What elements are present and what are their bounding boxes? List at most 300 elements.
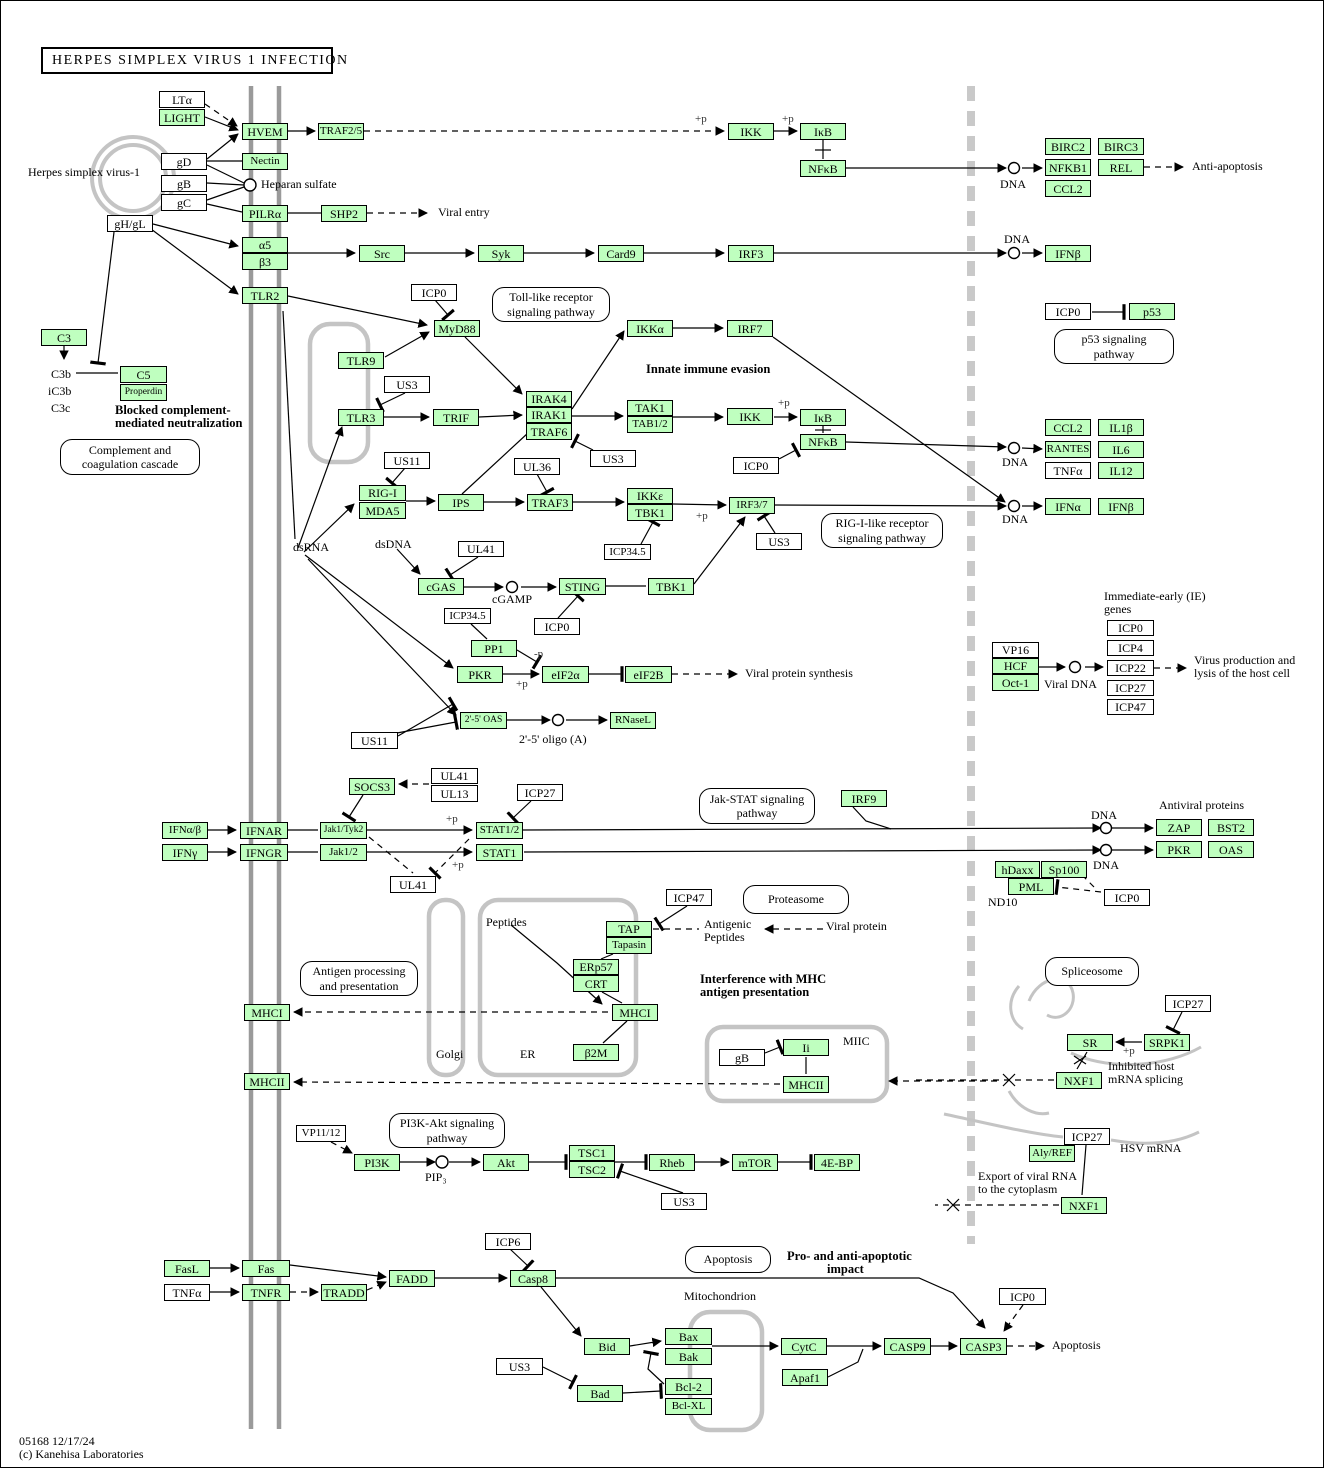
label-ic3b: iC3b xyxy=(48,384,72,398)
gene-box-il12[interactable]: IL12 xyxy=(1098,462,1144,479)
label-dsdna: dsDNA xyxy=(375,537,412,551)
label-c3b: C3b xyxy=(51,367,72,381)
relation-edge xyxy=(1077,1052,1087,1069)
label-mrna-splicing: mRNA splicing xyxy=(1108,1072,1184,1086)
gene-box-ips[interactable]: IPS xyxy=(438,494,484,511)
pathway-link-apoptosis[interactable]: Apoptosis xyxy=(685,1246,771,1273)
gene-box-tap[interactable]: TAP xyxy=(606,921,652,937)
relation-edge xyxy=(298,427,342,548)
gene-box-tab1-2[interactable]: TAB1/2 xyxy=(627,416,673,433)
gene-box-gc[interactable]: gC xyxy=(161,194,207,211)
relation-edge xyxy=(630,1341,661,1346)
gene-box-traf3[interactable]: TRAF3 xyxy=(527,494,573,511)
relation-edge xyxy=(659,906,687,924)
gene-box-bcl-xl[interactable]: Bcl-XL xyxy=(665,1398,712,1415)
gene-box-irak1[interactable]: IRAK1 xyxy=(526,407,572,423)
gene-box-nectin[interactable]: Nectin xyxy=(242,153,288,170)
label-blocked-complement: Blocked complement- xyxy=(115,403,231,417)
gene-box-stat1-2[interactable]: STAT1/2 xyxy=(476,822,523,839)
gene-box-ifn[interactable]: IFNβ xyxy=(1045,245,1091,262)
map-id: 05168 12/17/24 xyxy=(19,1434,95,1448)
compound-circle xyxy=(436,1156,448,1168)
gene-box-fas[interactable]: Fas xyxy=(242,1260,290,1277)
label-viral-protein-synthesis: Viral protein synthesis xyxy=(745,666,853,680)
relation-edge xyxy=(207,134,238,159)
gene-box-us3[interactable]: US3 xyxy=(590,450,636,467)
hsv-mrna-squiggle xyxy=(944,1114,1063,1137)
compound-circle xyxy=(1009,248,1020,259)
gene-box-ul13[interactable]: UL13 xyxy=(431,785,478,802)
label-immediate-early-ie: Immediate-early (IE) xyxy=(1104,589,1206,603)
gene-box-icp0[interactable]: ICP0 xyxy=(534,618,580,635)
relation-edge xyxy=(947,1199,959,1211)
compound-circle xyxy=(553,715,564,726)
gene-box-c5[interactable]: C5 xyxy=(120,366,167,383)
label-interference-with-mhc: Interference with MHC xyxy=(700,972,827,986)
gene-box-nxf1[interactable]: NXF1 xyxy=(1056,1072,1102,1089)
label-p: +p xyxy=(516,678,528,690)
gene-box-tlr2[interactable]: TLR2 xyxy=(242,287,288,304)
gene-box-trif[interactable]: TRIF xyxy=(433,409,479,426)
relation-edge xyxy=(641,522,653,544)
relation-edge xyxy=(392,468,405,483)
gene-box-akt[interactable]: Akt xyxy=(483,1154,529,1171)
gene-box-myd88[interactable]: MyD88 xyxy=(434,320,480,337)
pathway-link-toll-like-receptor-signaling-pathway[interactable]: Toll-like receptor signaling pathway xyxy=(492,287,610,322)
gene-box-4e-bp[interactable]: 4E-BP xyxy=(814,1154,860,1171)
label-pro-and-anti-apoptotic: Pro- and anti-apoptotic xyxy=(787,1249,912,1263)
label-dna: DNA xyxy=(1004,232,1030,246)
gene-box-rheb[interactable]: Rheb xyxy=(649,1154,695,1171)
gene-box-gb[interactable]: gB xyxy=(161,175,207,192)
gene-box-mda5[interactable]: MDA5 xyxy=(359,502,406,519)
gene-box-fadd[interactable]: FADD xyxy=(389,1270,435,1287)
relation-edge xyxy=(398,704,453,736)
relation-edge xyxy=(1003,1074,1015,1086)
label-c3c: C3c xyxy=(51,401,71,415)
label-viral-entry: Viral entry xyxy=(438,205,490,219)
gene-box-tnfr[interactable]: TNFR xyxy=(242,1284,290,1301)
gene-box-erp57[interactable]: ERp57 xyxy=(573,959,619,975)
label-antiviral-proteins: Antiviral proteins xyxy=(1159,798,1244,812)
gene-box-bst2[interactable]: BST2 xyxy=(1208,819,1254,836)
relation-edge xyxy=(290,1265,386,1277)
relation-edge xyxy=(207,204,242,212)
gene-box-cgas[interactable]: cGAS xyxy=(418,578,464,595)
relation-edge xyxy=(450,557,478,575)
gene-box-rantes[interactable]: RANTES xyxy=(1045,441,1091,458)
gene-box-mhci[interactable]: MHCI xyxy=(612,1004,658,1021)
gene-box-icp22[interactable]: ICP22 xyxy=(1107,660,1154,676)
gene-box-ul41[interactable]: UL41 xyxy=(431,768,478,784)
label-dna: DNA xyxy=(1002,512,1028,526)
gene-box-syk[interactable]: Syk xyxy=(478,245,524,262)
pathway-link-jak-stat-signaling-pathway[interactable]: Jak-STAT signaling pathway xyxy=(699,788,815,824)
relation-edge xyxy=(1173,1012,1182,1030)
gene-box-mhci[interactable]: MHCI xyxy=(244,1004,290,1021)
copyright: (c) Kanehisa Laboratories xyxy=(19,1447,144,1461)
gene-box-icp34-5[interactable]: ICP34.5 xyxy=(444,608,491,624)
gene-box-nf-b[interactable]: NFκB xyxy=(800,434,846,450)
relation-edge xyxy=(465,337,522,394)
gene-box-pkr[interactable]: PKR xyxy=(1156,841,1202,858)
gene-box-ikk[interactable]: IKKε xyxy=(627,488,673,504)
relation-edge xyxy=(537,474,547,492)
relation-edge xyxy=(510,1249,528,1266)
label-p: +p xyxy=(452,859,464,871)
gene-box-ifn[interactable]: IFNβ xyxy=(1098,498,1144,515)
compound-circle xyxy=(244,179,256,191)
gene-box-c3[interactable]: C3 xyxy=(41,329,87,346)
label-inhibited-host: Inhibited host xyxy=(1108,1059,1175,1073)
gene-box-ikk[interactable]: IKK xyxy=(728,123,774,140)
gene-box-pkr[interactable]: PKR xyxy=(457,666,503,683)
gene-box-ikk[interactable]: IKKα xyxy=(627,320,673,337)
relation-edge xyxy=(846,442,1006,447)
relation-edge xyxy=(479,415,522,417)
pathway-link-complement-and-coagulation-cascade[interactable]: Complement and coagulation cascade xyxy=(60,439,200,475)
relation-edge xyxy=(471,624,487,639)
relation-edge xyxy=(1057,887,1101,892)
gene-box-gb[interactable]: gB xyxy=(719,1049,765,1066)
relation-edge xyxy=(694,517,745,584)
pathway-link-proteasome[interactable]: Proteasome xyxy=(743,885,849,914)
pathway-link-antigen-processing-and-presentation[interactable]: Antigen processing and presentation xyxy=(300,961,418,996)
gene-box-icp27[interactable]: ICP27 xyxy=(1064,1128,1110,1145)
gene-box-ikk[interactable]: IKK xyxy=(727,408,773,425)
gene-box-icp0[interactable]: ICP0 xyxy=(999,1288,1046,1305)
gene-box-icp47[interactable]: ICP47 xyxy=(666,889,712,906)
gene-box-i-b[interactable]: IκB xyxy=(800,409,846,426)
gene-box-p53[interactable]: p53 xyxy=(1129,303,1175,320)
gene-box-casp8[interactable]: Casp8 xyxy=(510,1270,556,1287)
gene-box-bad[interactable]: Bad xyxy=(577,1385,623,1402)
gene-box-tbk1[interactable]: TBK1 xyxy=(627,504,673,521)
relation-edge xyxy=(648,1353,664,1384)
compound-circle xyxy=(1009,501,1020,512)
gene-box-hcf[interactable]: HCF xyxy=(992,658,1039,674)
gene-box-ii[interactable]: Ii xyxy=(783,1039,829,1056)
gene-box-us3[interactable]: US3 xyxy=(496,1358,543,1375)
gene-box-mhcii[interactable]: MHCII xyxy=(783,1076,829,1093)
label-p: +p xyxy=(778,397,790,409)
label-p: +p xyxy=(696,510,708,522)
gene-box-hdaxx[interactable]: hDaxx xyxy=(995,861,1040,878)
label-p: -p xyxy=(534,648,544,660)
gene-box-tbk1[interactable]: TBK1 xyxy=(648,578,694,595)
label-virus-production-and: Virus production and xyxy=(1194,653,1296,667)
label-2-5-oligo-a: 2'-5' oligo (A) xyxy=(519,732,587,746)
gene-box-ifn[interactable]: IFNα/β xyxy=(162,822,208,839)
gene-box-irf3-7[interactable]: IRF3/7 xyxy=(729,497,775,514)
compound-circle xyxy=(1070,662,1081,673)
relation-edge xyxy=(513,801,531,818)
label-mediated-neutralization: mediated neutralization xyxy=(115,416,243,430)
compound-circle xyxy=(1101,845,1112,856)
gene-box-light[interactable]: LIGHT xyxy=(159,109,205,126)
gene-box-pilr[interactable]: PILRα xyxy=(242,205,288,222)
gene-box-us3[interactable]: US3 xyxy=(756,533,802,550)
relation-edge xyxy=(380,393,405,405)
gene-box-nfkb1[interactable]: NFKB1 xyxy=(1045,159,1091,176)
edges-layer xyxy=(1,1,1324,1468)
gene-box-casp3[interactable]: CASP3 xyxy=(960,1338,1007,1355)
gene-box-il1[interactable]: IL1β xyxy=(1098,419,1144,436)
gene-box-icp0[interactable]: ICP0 xyxy=(1107,620,1154,636)
relation-edge xyxy=(205,104,237,126)
gene-box-src[interactable]: Src xyxy=(359,245,405,262)
label-p: +p xyxy=(446,813,458,825)
gene-box-jak1-2[interactable]: Jak1/2 xyxy=(320,844,367,861)
gene-box-birc3[interactable]: BIRC3 xyxy=(1098,138,1144,155)
gene-box-ccl2[interactable]: CCL2 xyxy=(1045,419,1091,436)
relation-edge xyxy=(1074,1056,1086,1064)
compound-circle xyxy=(1009,443,1020,454)
gene-box-card9[interactable]: Card9 xyxy=(598,245,644,262)
gene-box-vp11-12[interactable]: VP11/12 xyxy=(296,1125,346,1142)
gene-box-rel[interactable]: REL xyxy=(1098,159,1144,176)
label-golgi: Golgi xyxy=(436,1047,464,1061)
label-genes: genes xyxy=(1104,602,1132,616)
gene-box-gh-gl[interactable]: gH/gL xyxy=(107,215,153,232)
gene-box-sp100[interactable]: Sp100 xyxy=(1041,861,1087,878)
gene-box-shp2[interactable]: SHP2 xyxy=(321,205,367,222)
gene-box-sting[interactable]: STING xyxy=(559,578,606,595)
pathway-link-spliceosome[interactable]: Spliceosome xyxy=(1045,957,1139,986)
relation-edge xyxy=(207,165,244,183)
gene-box-ifn[interactable]: IFNγ xyxy=(162,844,208,861)
relation-edge xyxy=(572,331,624,409)
label-er: ER xyxy=(520,1047,536,1061)
gene-box-icp27[interactable]: ICP27 xyxy=(1165,995,1211,1012)
relation-edge xyxy=(558,596,578,618)
gene-box-ul36[interactable]: UL36 xyxy=(514,458,560,475)
label-dna: DNA xyxy=(1093,858,1119,872)
gene-box-crt[interactable]: CRT xyxy=(573,975,619,992)
relation-edge xyxy=(151,229,238,294)
relation-edge xyxy=(283,311,295,539)
gene-box-irak4[interactable]: IRAK4 xyxy=(526,391,572,407)
label-viral-protein: Viral protein xyxy=(826,919,887,933)
gene-box-ccl2[interactable]: CCL2 xyxy=(1045,180,1091,197)
gene-box-irf3[interactable]: IRF3 xyxy=(728,245,774,262)
gene-box-icp27[interactable]: ICP27 xyxy=(517,784,563,801)
gene-box-zap[interactable]: ZAP xyxy=(1156,819,1202,836)
gene-box-socs3[interactable]: SOCS3 xyxy=(349,778,395,795)
relation-edge xyxy=(305,555,453,668)
gene-box-oct-1[interactable]: Oct-1 xyxy=(992,674,1039,691)
gene-box-pi3k[interactable]: PI3K xyxy=(354,1154,400,1171)
gene-box-sr[interactable]: SR xyxy=(1067,1034,1113,1051)
gene-box-tapasin[interactable]: Tapasin xyxy=(606,937,652,954)
gene-box-icp0[interactable]: ICP0 xyxy=(733,457,779,474)
gene-box-vp16[interactable]: VP16 xyxy=(992,642,1039,658)
relation-edge xyxy=(541,1287,581,1336)
gene-box-us3[interactable]: US3 xyxy=(661,1193,707,1210)
gene-box-icp47[interactable]: ICP47 xyxy=(1107,699,1154,715)
gene-box-icp0[interactable]: ICP0 xyxy=(1104,889,1150,906)
gene-box-rig-i[interactable]: RIG-I xyxy=(359,485,406,501)
relation-edge xyxy=(367,1282,386,1290)
gene-box-tlr9[interactable]: TLR9 xyxy=(338,352,384,369)
relation-edge xyxy=(397,549,420,574)
gene-box-cytc[interactable]: CytC xyxy=(781,1338,827,1355)
relation-edge xyxy=(1004,1305,1023,1331)
gene-box-irf9[interactable]: IRF9 xyxy=(841,790,887,807)
relation-edge xyxy=(575,441,593,450)
gene-box-gd[interactable]: gD xyxy=(161,153,207,170)
gene-box-irf7[interactable]: IRF7 xyxy=(727,320,773,337)
relation-edge xyxy=(294,1082,780,1084)
label-export-of-viral-rna: Export of viral RNA xyxy=(978,1169,1077,1183)
label-hsv-mrna: HSV mRNA xyxy=(1120,1141,1182,1155)
gene-box-pp1[interactable]: PP1 xyxy=(471,640,517,657)
gene-box-ul41[interactable]: UL41 xyxy=(390,876,436,893)
gene-box-icp4[interactable]: ICP4 xyxy=(1107,640,1154,656)
label-dsrna: dsRNA xyxy=(293,540,330,554)
relation-edge xyxy=(1003,1074,1015,1086)
gene-box-tsc2[interactable]: TSC2 xyxy=(569,1161,615,1178)
gene-box-icp34-5[interactable]: ICP34.5 xyxy=(604,544,651,560)
gene-box-tradd[interactable]: TRADD xyxy=(321,1284,367,1301)
gene-box-bcl-2[interactable]: Bcl-2 xyxy=(665,1378,712,1395)
label-apoptosis: Apoptosis xyxy=(1052,1338,1101,1352)
gene-box-bid[interactable]: Bid xyxy=(584,1338,630,1355)
relation-edge xyxy=(205,117,238,130)
gene-box-icp27[interactable]: ICP27 xyxy=(1107,680,1154,696)
gene-box-aly-ref[interactable]: Aly/REF xyxy=(1029,1145,1075,1162)
gene-box-lt[interactable]: LTα xyxy=(159,91,205,108)
gene-box-oas[interactable]: OAS xyxy=(1208,841,1254,858)
gene-box-rnasel[interactable]: RNaseL xyxy=(610,712,656,729)
gene-box-us11[interactable]: US11 xyxy=(384,452,430,469)
gene-box-casp9[interactable]: CASP9 xyxy=(884,1338,931,1355)
endosome xyxy=(310,324,368,462)
label-peptides: Peptides xyxy=(704,930,745,944)
gene-box-tnf[interactable]: TNFα xyxy=(164,1284,210,1301)
gene-box-srpk1[interactable]: SRPK1 xyxy=(1144,1034,1190,1051)
pathway-link-pi3k-akt-signaling-pathway[interactable]: PI3K-Akt signaling pathway xyxy=(389,1113,505,1148)
label-to-the-cytoplasm: to the cytoplasm xyxy=(978,1182,1058,1196)
relation-edge xyxy=(288,296,427,325)
gene-box-eif2[interactable]: eIF2α xyxy=(542,666,589,683)
gene-box-2m[interactable]: β2M xyxy=(573,1044,619,1061)
relation-edge xyxy=(331,1142,352,1153)
label-pip: PIP₃ xyxy=(425,1170,447,1184)
gene-box-tak1[interactable]: TAK1 xyxy=(627,400,673,416)
relation-edge xyxy=(385,332,429,357)
relation-edge xyxy=(853,807,891,829)
label-antigen-presentation: antigen presentation xyxy=(700,985,810,999)
relation-edge xyxy=(623,1391,661,1393)
gene-box-ifnar[interactable]: IFNAR xyxy=(240,822,288,839)
relation-edge xyxy=(1074,1056,1086,1064)
label-miic: MIIC xyxy=(843,1034,870,1048)
label-innate-immune-evasion: Innate immune evasion xyxy=(646,362,771,376)
gene-box-us11[interactable]: US11 xyxy=(351,732,398,749)
pathway-link-p53-signaling-pathway[interactable]: p53 signaling pathway xyxy=(1054,329,1174,364)
relation-edge xyxy=(602,992,622,1003)
label-dna: DNA xyxy=(1000,177,1026,191)
label-antigenic: Antigenic xyxy=(704,917,752,931)
relation-edge xyxy=(397,722,456,733)
gene-box-apaf1[interactable]: Apaf1 xyxy=(782,1369,828,1386)
gene-box-tlr3[interactable]: TLR3 xyxy=(338,409,384,426)
gene-box-jak1-tyk2[interactable]: Jak1/Tyk2 xyxy=(320,822,367,839)
compound-circle xyxy=(507,582,518,593)
gene-box-mhcii[interactable]: MHCII xyxy=(244,1073,290,1090)
gene-box-ul41[interactable]: UL41 xyxy=(458,541,504,557)
compound-circle xyxy=(1101,823,1112,834)
label-dna: DNA xyxy=(1091,808,1117,822)
gene-box-traf2-5[interactable]: TRAF2/5 xyxy=(318,123,364,140)
label-cgamp: cGAMP xyxy=(492,592,533,606)
gene-box-3[interactable]: β3 xyxy=(242,253,288,270)
gene-box-tsc1[interactable]: TSC1 xyxy=(569,1145,615,1161)
relation-edge xyxy=(673,504,726,505)
gene-box-us3[interactable]: US3 xyxy=(384,376,430,393)
label-dna: DNA xyxy=(1002,455,1028,469)
relation-edge xyxy=(369,837,413,873)
gene-box-icp6[interactable]: ICP6 xyxy=(485,1233,531,1250)
spliceosome-squiggle xyxy=(1009,1091,1049,1114)
gene-box-icp0[interactable]: ICP0 xyxy=(1045,303,1091,320)
spliceosome-squiggle xyxy=(1011,986,1023,1029)
gene-box-il6[interactable]: IL6 xyxy=(1098,441,1144,458)
label-anti-apoptosis: Anti-apoptosis xyxy=(1192,159,1263,173)
gene-box-ifngr[interactable]: IFNGR xyxy=(240,844,288,861)
gene-box-stat1[interactable]: STAT1 xyxy=(476,844,523,861)
gene-box-fasl[interactable]: FasL xyxy=(164,1260,210,1277)
compound-circle xyxy=(1009,163,1020,174)
gene-box-eif2b[interactable]: eIF2B xyxy=(625,666,672,683)
relation-edge xyxy=(207,187,244,200)
relation-edge xyxy=(1082,1145,1086,1195)
label-heparan-sulfate: Heparan sulfate xyxy=(261,177,337,191)
gene-box-properdin[interactable]: Properdin xyxy=(120,384,167,401)
gene-box-i-b[interactable]: IκB xyxy=(800,123,846,140)
gene-box-2-5-oas[interactable]: 2'-5' OAS xyxy=(460,712,507,729)
gene-box-ifn[interactable]: IFNα xyxy=(1045,498,1091,515)
pathway-link-rig-i-like-receptor-signaling-pathway[interactable]: RIG-I-like receptor signaling pathway xyxy=(821,513,943,548)
gene-box-nxf1[interactable]: NXF1 xyxy=(1061,1197,1107,1214)
label-p: +p xyxy=(1123,1045,1135,1057)
gene-box-bax[interactable]: Bax xyxy=(665,1328,712,1345)
label-viral-dna: Viral DNA xyxy=(1044,677,1097,691)
gene-box-mtor[interactable]: mTOR xyxy=(732,1154,778,1171)
relation-edge xyxy=(98,232,114,363)
label-nd10: ND10 xyxy=(988,895,1018,909)
gene-box-5[interactable]: α5 xyxy=(242,237,288,253)
relation-edge xyxy=(620,1171,683,1193)
relation-edge xyxy=(524,850,1101,852)
gene-box-pml[interactable]: PML xyxy=(1008,878,1054,895)
gene-box-birc2[interactable]: BIRC2 xyxy=(1045,138,1091,155)
gene-box-traf6[interactable]: TRAF6 xyxy=(526,423,572,440)
gene-box-bak[interactable]: Bak xyxy=(665,1348,712,1365)
relation-edge xyxy=(779,450,796,459)
label-peptides: Peptides xyxy=(486,915,527,929)
relation-edge xyxy=(543,1367,573,1382)
gene-box-tnf[interactable]: TNFα xyxy=(1045,462,1091,479)
relation-edge xyxy=(947,1199,959,1211)
relation-edge xyxy=(523,828,1101,830)
label-impact: impact xyxy=(827,1262,864,1276)
relation-edge xyxy=(153,224,238,246)
gene-box-hvem[interactable]: HVEM xyxy=(242,123,288,140)
gene-box-icp0[interactable]: ICP0 xyxy=(411,284,457,301)
gene-box-nf-b[interactable]: NFκB xyxy=(800,160,846,177)
